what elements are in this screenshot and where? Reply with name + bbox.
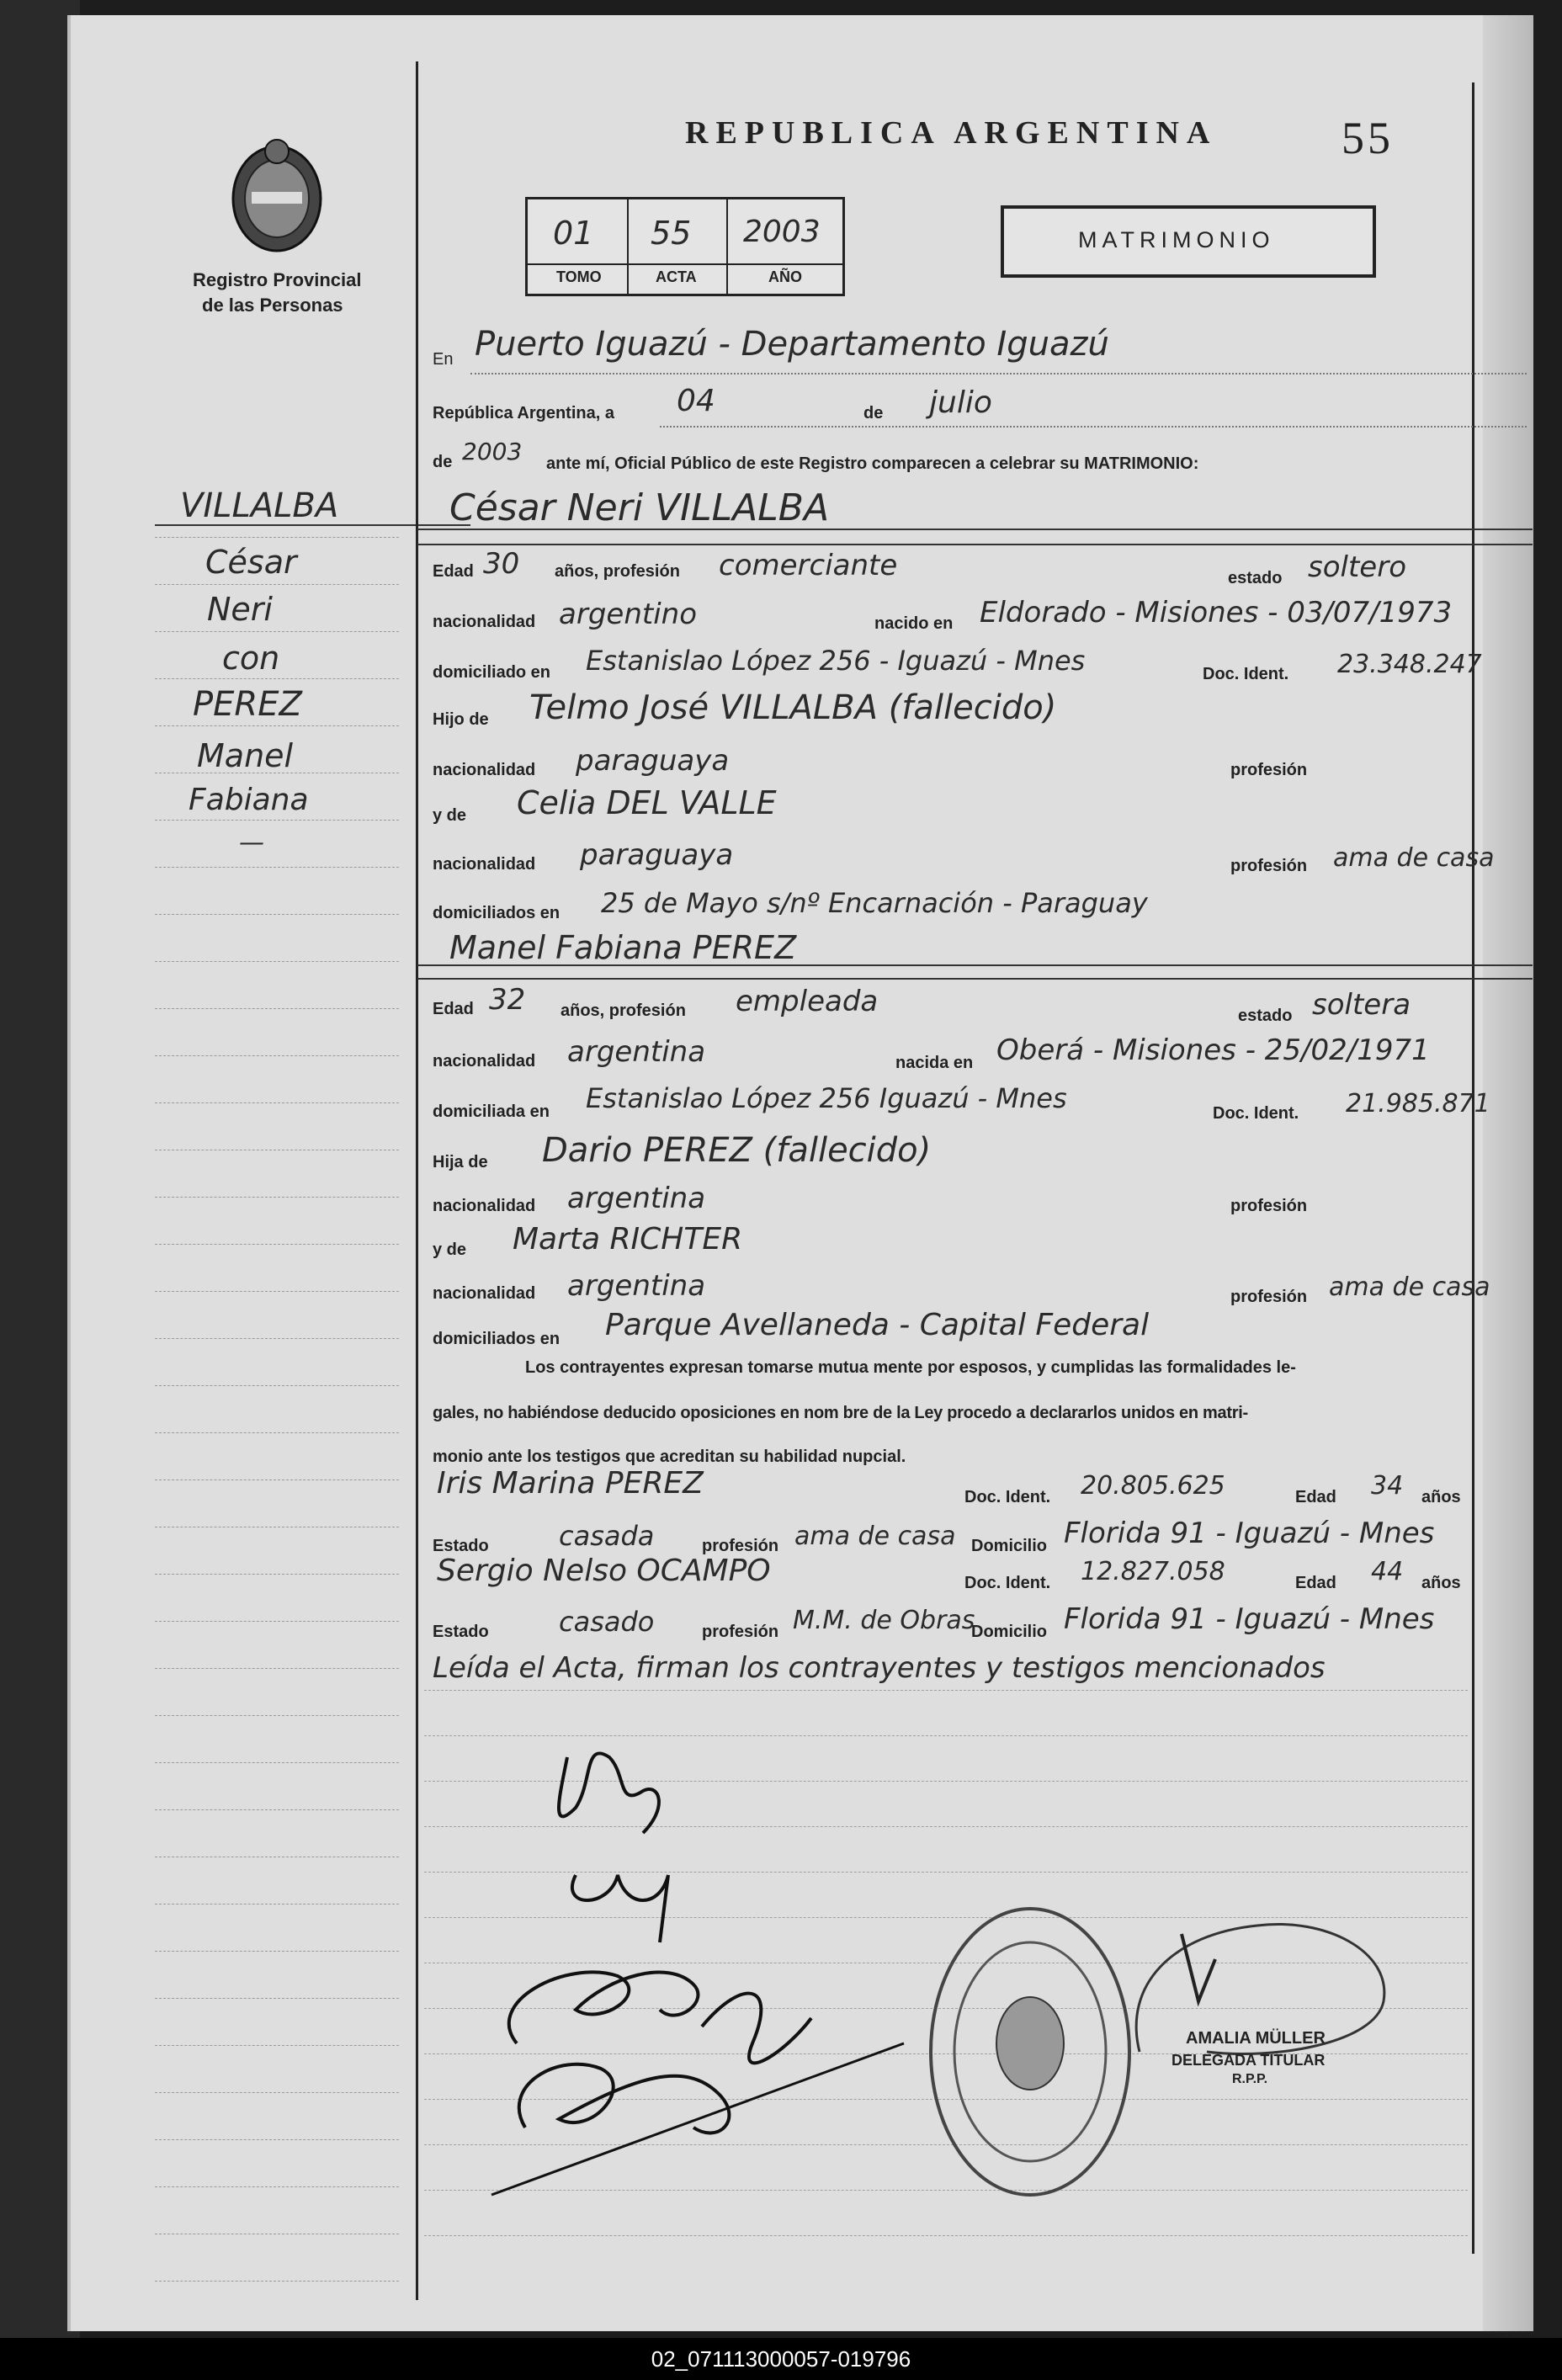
official-title: DELEGADA TITULAR xyxy=(1172,2052,1326,2069)
margin-rule xyxy=(155,1008,399,1009)
bride-father-nationality: argentina xyxy=(567,1182,706,1215)
fill-line xyxy=(470,373,1527,375)
witness1-prof-label: profesión xyxy=(702,1537,779,1555)
witness2-doc: 12.827.058 xyxy=(1081,1557,1225,1586)
witness2-dom-label: Domicilio xyxy=(971,1623,1048,1641)
de-label: de xyxy=(863,404,884,422)
bride-age: 32 xyxy=(489,983,526,1017)
bride-name: Manel Fabiana PEREZ xyxy=(449,929,797,966)
witness1-doc-label: Doc. Ident. xyxy=(964,1488,1051,1506)
margin-rule xyxy=(155,1904,399,1905)
page-number: 55 xyxy=(1342,113,1394,163)
body-rule xyxy=(424,1690,1468,1691)
bride-nat-label: nacionalidad xyxy=(433,1052,536,1070)
groom-nationality: argentino xyxy=(559,598,697,631)
groom-anos-label: años, profesión xyxy=(555,562,680,581)
de2-label: de xyxy=(433,453,453,471)
witness1-age: 34 xyxy=(1371,1471,1404,1501)
groom-doc-label: Doc. Ident. xyxy=(1203,665,1289,683)
intro-text: ante mí, Oficial Público de este Registro comparecen a celebrar su MATRIMONIO: xyxy=(546,454,1199,473)
margin-rule xyxy=(155,867,399,868)
groom-doc: 23.348.247 xyxy=(1337,650,1482,679)
registry-name-line1: Registro Provincial xyxy=(193,269,362,290)
groom-mother-prof-label: profesión xyxy=(1230,857,1308,875)
acta-label: ACTA xyxy=(656,268,697,285)
margin-rule xyxy=(155,961,399,962)
registry-name-line2: de las Personas xyxy=(202,295,343,316)
bride-doc: 21.985.871 xyxy=(1346,1089,1490,1118)
margin-rule xyxy=(155,1102,399,1103)
bride-dom-label: domiciliada en xyxy=(433,1102,550,1121)
witness2-estado: casado xyxy=(559,1606,655,1638)
bride-mother-profession: ama de casa xyxy=(1329,1272,1490,1302)
bride-father-prof-label: profesión xyxy=(1230,1197,1308,1215)
groom-mother-nationality: paraguaya xyxy=(580,838,734,872)
section-divider xyxy=(417,529,1533,530)
day: 04 xyxy=(677,384,715,418)
witness1-dom-label: Domicilio xyxy=(971,1537,1048,1555)
closing-note: Leída el Acta, firman los contrayentes y testigos mencionados xyxy=(433,1651,1326,1685)
witness1-doc: 20.805.625 xyxy=(1081,1471,1225,1501)
official-name: AMALIA MÜLLER xyxy=(1186,2029,1326,2048)
margin-rule xyxy=(155,1338,399,1339)
witness2-estado-label: Estado xyxy=(433,1623,489,1641)
tomo-value: 01 xyxy=(553,215,594,252)
witness1-estado-label: Estado xyxy=(433,1537,489,1555)
margin-rule xyxy=(155,725,399,726)
margin-note-line: Neri xyxy=(207,591,273,628)
margin-rule xyxy=(155,1951,399,1952)
groom-parents-dom-label: domiciliados en xyxy=(433,904,561,922)
bride-birthplace: Oberá - Misiones - 25/02/1971 xyxy=(996,1033,1430,1067)
bride-estado-label: estado xyxy=(1238,1007,1293,1025)
bride-doc-label: Doc. Ident. xyxy=(1213,1104,1299,1123)
groom-estado: soltero xyxy=(1308,550,1406,584)
groom-nat-label: nacionalidad xyxy=(433,613,536,631)
margin-note-line: con xyxy=(222,640,280,677)
bride-nacida-label: nacida en xyxy=(895,1054,974,1072)
official-org: R.P.P. xyxy=(1232,2072,1268,2086)
place: Puerto Iguazú - Departamento Iguazú xyxy=(475,325,1109,364)
groom-mother-nat-label: nacionalidad xyxy=(433,855,536,874)
witness2-prof-label: profesión xyxy=(702,1623,779,1641)
margin-rule xyxy=(155,2186,399,2187)
witness1-profession: ama de casa xyxy=(794,1522,956,1551)
margin-note-line: Manel xyxy=(197,737,294,774)
coat-of-arms-icon xyxy=(226,133,327,259)
bride-father-nat-label: nacionalidad xyxy=(433,1197,536,1215)
margin-note-line: Fabiana xyxy=(189,783,309,817)
margin-rule xyxy=(155,1809,399,1810)
fill-line xyxy=(660,426,1527,428)
margin-rule xyxy=(155,1244,399,1245)
margin-rule xyxy=(155,2045,399,2046)
republica-label: República Argentina, a xyxy=(433,404,614,422)
groom-father-prof-label: profesión xyxy=(1230,761,1308,779)
en-label: En xyxy=(433,350,454,369)
groom-mother-profession: ama de casa xyxy=(1333,843,1495,873)
witness2-anos-label: años xyxy=(1421,1574,1461,1592)
witness2-address: Florida 91 - Iguazú - Mnes xyxy=(1064,1602,1435,1636)
margin-rule xyxy=(155,1197,399,1198)
margin-note-line: César xyxy=(205,544,297,581)
groom-yde-label: y de xyxy=(433,806,467,825)
margin-rule xyxy=(155,1574,399,1575)
groom-dom-label: domiciliado en xyxy=(433,663,551,682)
margin-note-underline xyxy=(155,524,470,526)
bride-parents-address: Parque Avellaneda - Capital Federal xyxy=(605,1308,1150,1342)
page-edge xyxy=(1483,15,1533,2331)
ano-value: 2003 xyxy=(743,215,821,249)
section-divider xyxy=(417,544,1533,545)
margin-rule xyxy=(155,584,399,585)
bride-edad-label: Edad xyxy=(433,1000,474,1018)
witness2-doc-label: Doc. Ident. xyxy=(964,1574,1051,1592)
signature-1 xyxy=(491,1707,769,1951)
groom-estado-label: estado xyxy=(1228,569,1283,587)
witness1-estado: casada xyxy=(559,1520,655,1552)
acta-value: 55 xyxy=(651,215,692,252)
bride-yde-label: y de xyxy=(433,1240,467,1259)
margin-rule xyxy=(155,1055,399,1056)
groom-profession: comerciante xyxy=(719,549,898,582)
bride-mother-nat-label: nacionalidad xyxy=(433,1284,536,1303)
margin-column xyxy=(71,15,416,2331)
margin-rule xyxy=(155,1668,399,1669)
witness1-address: Florida 91 - Iguazú - Mnes xyxy=(1064,1517,1435,1550)
groom-birthplace: Eldorado - Misiones - 03/07/1973 xyxy=(980,596,1453,630)
act-type: MATRIMONIO xyxy=(1078,227,1275,252)
groom-father-nationality: paraguaya xyxy=(576,744,730,778)
groom-name: César Neri VILLALBA xyxy=(449,486,830,529)
country-title: REPUBLICA ARGENTINA xyxy=(685,115,1218,151)
bride-father: Dario PEREZ (fallecido) xyxy=(542,1131,932,1170)
year: 2003 xyxy=(462,438,523,465)
bride-hija-label: Hija de xyxy=(433,1153,488,1171)
image-code-footer xyxy=(0,2338,1562,2380)
groom-father: Telmo José VILLALBA (fallecido) xyxy=(529,688,1057,727)
signature-2 xyxy=(466,1926,938,2212)
bride-address: Estanislao López 256 Iguazú - Mnes xyxy=(586,1082,1067,1114)
witness2-age: 44 xyxy=(1371,1557,1404,1586)
groom-address: Estanislao López 256 - Iguazú - Mnes xyxy=(586,645,1086,677)
left-form-border xyxy=(416,61,418,2300)
groom-edad-label: Edad xyxy=(433,562,474,581)
witness1-edad-label: Edad xyxy=(1295,1488,1336,1506)
witness2-name: Sergio Nelso OCAMPO xyxy=(437,1554,771,1588)
register-page xyxy=(67,15,1533,2331)
margin-rule xyxy=(155,678,399,679)
tomo-label: TOMO xyxy=(556,268,602,285)
margin-rule xyxy=(155,1432,399,1433)
margin-note-line: PEREZ xyxy=(193,685,302,724)
ano-label: AÑO xyxy=(768,268,802,285)
margin-rule xyxy=(155,914,399,915)
declaration-line3: monio ante los testigos que acreditan su habilidad nupcial. xyxy=(433,1448,906,1466)
act-type-box xyxy=(1001,205,1376,278)
margin-rule xyxy=(155,1762,399,1763)
section-divider xyxy=(417,964,1533,966)
margin-rule xyxy=(155,631,399,632)
margin-rule xyxy=(155,1291,399,1292)
groom-age: 30 xyxy=(483,547,520,581)
witness2-profession: M.M. de Obras xyxy=(793,1606,975,1635)
bride-anos-label: años, profesión xyxy=(561,1001,686,1020)
declaration-line1: Los contrayentes expresan tomarse mutua mente por esposos, y cumplidas las formalidades le- xyxy=(525,1358,1296,1377)
image-code: 02_071113000057-019796 xyxy=(651,2346,911,2372)
body-rule xyxy=(424,2235,1468,2236)
bride-nationality: argentina xyxy=(567,1035,706,1069)
groom-father-nat-label: nacionalidad xyxy=(433,761,536,779)
margin-rule xyxy=(155,1385,399,1386)
groom-parents-address: 25 de Mayo s/nº Encarnación - Paraguay xyxy=(601,887,1148,919)
section-divider xyxy=(417,978,1533,980)
groom-hijo-label: Hijo de xyxy=(433,710,489,729)
month: julio xyxy=(929,385,992,420)
groom-mother: Celia DEL VALLE xyxy=(517,784,777,821)
bride-mother: Marta RICHTER xyxy=(513,1222,743,1256)
bride-mother-prof-label: profesión xyxy=(1230,1288,1308,1306)
margin-rule xyxy=(155,2281,399,2282)
margin-rule xyxy=(155,2092,399,2093)
witness1-name: Iris Marina PEREZ xyxy=(437,1466,704,1501)
margin-note-line: — xyxy=(239,828,264,858)
groom-nacido-label: nacido en xyxy=(874,614,954,633)
margin-rule xyxy=(155,537,399,538)
margin-note-line: VILLALBA xyxy=(180,486,339,525)
margin-rule xyxy=(155,2139,399,2140)
margin-rule xyxy=(155,1715,399,1716)
bride-estado: soltera xyxy=(1312,988,1411,1022)
margin-rule xyxy=(155,1998,399,1999)
right-form-border xyxy=(1472,82,1474,2254)
witness2-edad-label: Edad xyxy=(1295,1574,1336,1592)
declaration-line2: gales, no habiéndose deducido oposiciones en nom bre de la Ley procedo a declararlos unidos en matri- xyxy=(433,1404,1248,1422)
bride-profession: empleada xyxy=(736,985,879,1018)
record-box xyxy=(525,197,845,296)
bride-mother-nationality: argentina xyxy=(567,1269,706,1303)
margin-rule xyxy=(155,820,399,821)
bride-parents-dom-label: domiciliados en xyxy=(433,1330,561,1348)
witness1-anos-label: años xyxy=(1421,1488,1461,1506)
margin-rule xyxy=(155,1621,399,1622)
